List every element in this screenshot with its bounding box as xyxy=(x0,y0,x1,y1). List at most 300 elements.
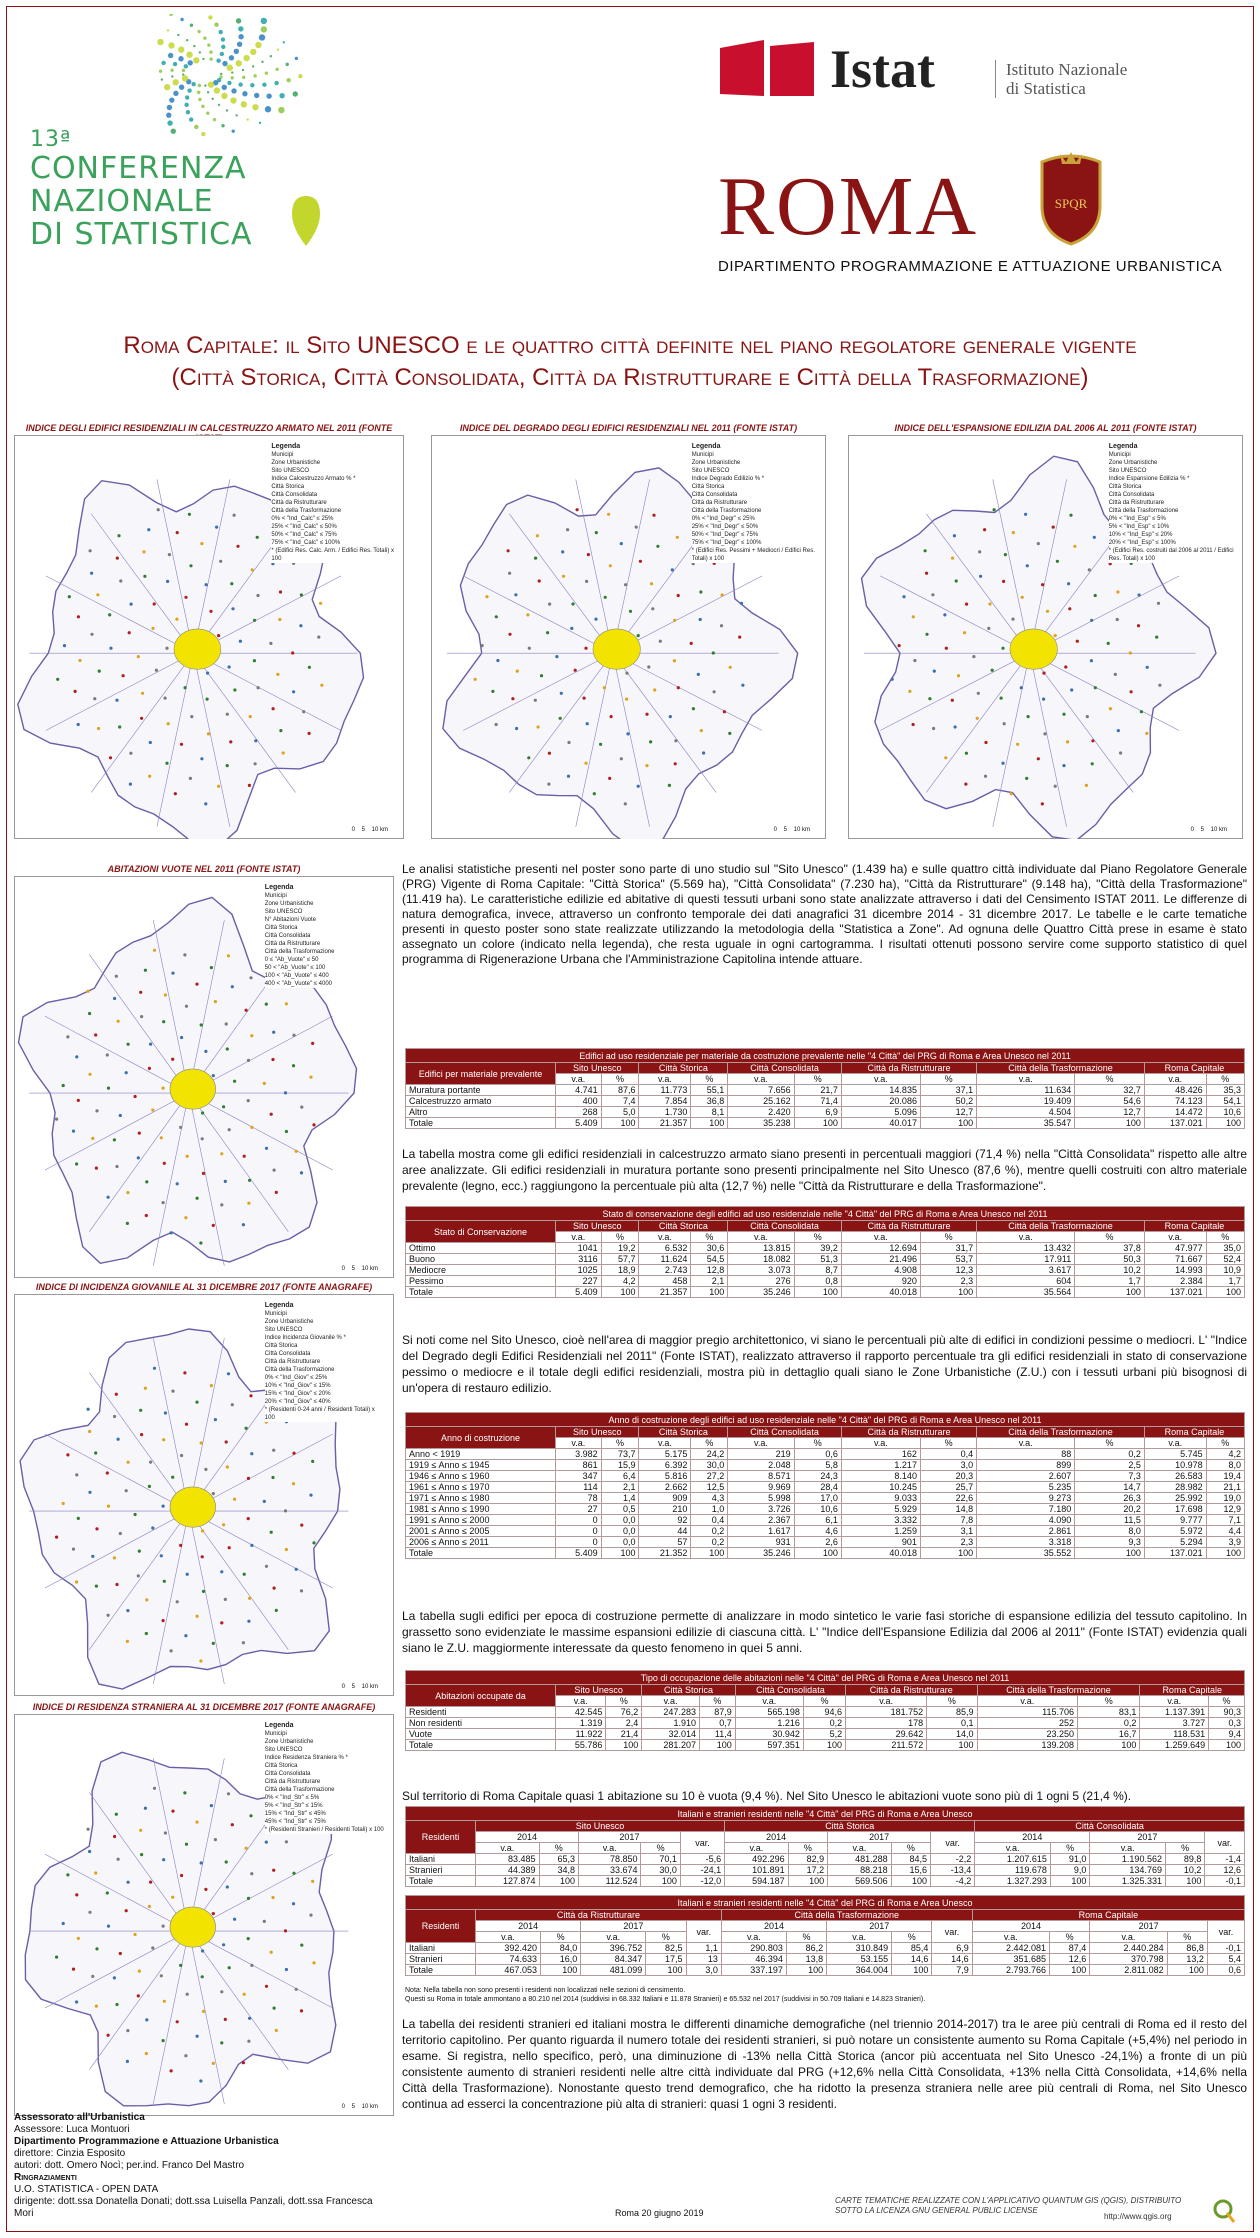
zone-marker xyxy=(115,2003,118,2006)
table-cell: 1.217 xyxy=(841,1460,920,1471)
zone-marker xyxy=(299,624,302,627)
year-header: 2017 xyxy=(827,1921,932,1932)
zone-marker xyxy=(250,1126,253,1129)
zone-marker xyxy=(222,1943,225,1946)
table-cell: 0,8 xyxy=(794,1276,841,1287)
va-header: v.a. xyxy=(841,1074,920,1085)
table-cell: 100 xyxy=(920,1548,976,1559)
table-cell: 54,5 xyxy=(691,1254,728,1265)
table-row xyxy=(406,1718,1245,1729)
table-cell: 11.634 xyxy=(977,1085,1075,1096)
zone-marker xyxy=(245,1009,248,1012)
table-cell: 1.216 xyxy=(735,1718,803,1729)
zone-marker xyxy=(931,593,934,596)
logo-dot xyxy=(186,39,188,41)
zone-marker xyxy=(162,1925,165,1928)
zone-marker xyxy=(559,717,562,720)
logo-dot xyxy=(179,84,184,89)
zone-marker xyxy=(528,647,531,650)
table-cell: 1,7 xyxy=(1206,1276,1244,1287)
zone-marker xyxy=(526,613,529,616)
zone-marker xyxy=(925,633,928,636)
zone-marker xyxy=(231,1403,234,1406)
zone-marker xyxy=(993,508,996,511)
zone-marker xyxy=(963,631,966,634)
va-header: v.a. xyxy=(728,1232,794,1243)
zone-marker xyxy=(595,531,598,534)
zone-marker xyxy=(599,743,602,746)
zone-marker xyxy=(148,1067,151,1070)
logo-dot xyxy=(208,15,212,19)
legend-item: Indice Espansione Edilizia % * xyxy=(1108,476,1190,482)
pct-header: % xyxy=(540,1932,580,1943)
zone-marker xyxy=(270,1531,273,1534)
legend-item: Municipi xyxy=(264,1731,287,1737)
logo-dot xyxy=(170,69,173,72)
table-cell: 2001 ≤ Anno ≤ 2005 xyxy=(406,1526,556,1537)
zone-marker xyxy=(170,1649,173,1652)
zone-marker xyxy=(145,1214,148,1217)
table-cell: 14,7 xyxy=(1075,1482,1145,1493)
table-cell: 35.552 xyxy=(977,1548,1075,1559)
table-cell: 11.773 xyxy=(639,1085,691,1096)
logo-dot xyxy=(261,26,267,32)
zone-marker xyxy=(137,1574,140,1577)
zone-marker xyxy=(179,1964,182,1967)
table-cell: 5.096 xyxy=(841,1107,920,1118)
logo-dot xyxy=(295,57,298,60)
table-cell: 4,2 xyxy=(601,1276,639,1287)
zone-marker xyxy=(153,1787,156,1790)
zone-marker xyxy=(115,1813,118,1816)
logo-dot xyxy=(226,109,228,111)
logo-dot xyxy=(279,93,284,98)
zone-marker xyxy=(256,536,259,539)
table-cell: 0,6 xyxy=(794,1449,841,1460)
zone-marker xyxy=(137,1156,140,1159)
table-cell: 100 xyxy=(699,1740,735,1751)
table-cell: 137.021 xyxy=(1144,1548,1206,1559)
zone-marker xyxy=(309,1494,312,1497)
zone-marker xyxy=(125,1071,128,1074)
area-header: Città Consolidata xyxy=(728,1063,842,1074)
table-cell: 2,5 xyxy=(1075,1460,1145,1471)
pct-header: % xyxy=(920,1074,976,1085)
table-cell: 35.547 xyxy=(977,1118,1075,1129)
table-cell: 8,7 xyxy=(794,1265,841,1276)
table-cell: 5.409 xyxy=(556,1287,602,1298)
logo-dot xyxy=(197,91,200,94)
table-cell: 8.571 xyxy=(728,1471,794,1482)
legend-item: Zone Urbanistiche xyxy=(691,460,741,466)
zone-marker xyxy=(233,1498,236,1501)
zone-marker xyxy=(249,1394,252,1397)
table-cell: 137.021 xyxy=(1144,1118,1206,1129)
zone-marker xyxy=(302,710,305,713)
table-cell: -24,1 xyxy=(680,1865,724,1876)
zone-marker xyxy=(236,545,239,548)
zone-marker xyxy=(126,1609,129,1612)
table-row xyxy=(406,1954,1245,1965)
legend-title: Legenda xyxy=(1108,443,1138,450)
table-cell: 2,1 xyxy=(601,1482,639,1493)
zone-marker xyxy=(312,1123,315,1126)
area-header: Città da Ristrutturare xyxy=(841,1221,976,1232)
zone-marker xyxy=(205,583,208,586)
table-cell: 12,5 xyxy=(691,1482,728,1493)
va-header: v.a. xyxy=(476,1932,541,1943)
zone-marker xyxy=(200,1023,203,1026)
zone-marker xyxy=(278,618,281,621)
zone-marker xyxy=(149,741,152,744)
zone-marker xyxy=(1146,666,1149,669)
zone-marker xyxy=(276,673,279,676)
zone-marker xyxy=(516,670,519,673)
zone-marker xyxy=(584,647,587,650)
zone-marker xyxy=(1003,722,1006,725)
zone-marker xyxy=(126,2029,129,2032)
zone-marker xyxy=(249,976,252,979)
logo-dot xyxy=(231,76,234,79)
table-cell: 5.175 xyxy=(639,1449,691,1460)
legend-item: * (Residenti 0-24 anni / Residenti Totali) x 100 xyxy=(264,1407,375,1421)
var-header: var. xyxy=(1205,1832,1245,1854)
zone-marker xyxy=(98,670,101,673)
zone-marker xyxy=(699,590,702,593)
table-cell: 9.777 xyxy=(1144,1515,1206,1526)
table-cell: 4,4 xyxy=(1206,1526,1244,1537)
shield-text: SPQR xyxy=(1054,196,1088,211)
zone-marker xyxy=(148,1905,151,1908)
table-cell: 1041 xyxy=(556,1243,602,1254)
table-cell: 1.190.562 xyxy=(1090,1854,1166,1865)
logo-dot xyxy=(188,60,193,65)
table-cell: 20,3 xyxy=(920,1471,976,1482)
zone-marker xyxy=(242,1641,245,1644)
zone-marker xyxy=(978,550,981,553)
legend-item: Città della Trasformazione xyxy=(264,1367,335,1373)
zone-marker xyxy=(160,1974,163,1977)
logo-dot xyxy=(172,79,178,85)
table-cell: 100 xyxy=(539,1876,578,1887)
zone-marker xyxy=(77,1099,80,1102)
table-cell: 55.786 xyxy=(556,1740,606,1751)
zone-marker xyxy=(945,647,948,650)
table-cell: 162 xyxy=(841,1449,920,1460)
zone-marker xyxy=(495,615,498,618)
logo-dot xyxy=(221,45,225,49)
zone-marker xyxy=(265,1565,268,1568)
zone-marker xyxy=(162,1858,165,1861)
table-cell: -13,4 xyxy=(931,1865,975,1876)
table-cell: Muratura portante xyxy=(406,1085,556,1096)
table-cell: 51,3 xyxy=(794,1254,841,1265)
zone-marker xyxy=(248,1597,251,1600)
table-cell: 21.357 xyxy=(639,1287,691,1298)
table-cell: 40.018 xyxy=(841,1287,920,1298)
zone-marker xyxy=(164,1831,167,1834)
table-cell: 37,8 xyxy=(1075,1243,1145,1254)
zone-marker xyxy=(113,1976,116,1979)
zone-marker xyxy=(292,1034,295,1037)
table-notes xyxy=(405,1986,1245,2004)
zone-marker xyxy=(107,1087,110,1090)
table-conservation-state xyxy=(405,1206,1245,1298)
table-cell: 4,2 xyxy=(1206,1449,1244,1460)
logo-dot xyxy=(167,105,172,110)
pct-header: % xyxy=(539,1843,578,1854)
zone-marker xyxy=(185,1005,188,1008)
zone-marker xyxy=(115,975,118,978)
group-header: Città della Trasformazione xyxy=(721,1910,972,1921)
zone-marker xyxy=(162,1438,165,1441)
zone-marker xyxy=(188,513,191,516)
table-cell: 3.332 xyxy=(841,1515,920,1526)
zone-marker xyxy=(204,1468,207,1471)
zone-marker xyxy=(113,1415,116,1418)
table-cell: 100 xyxy=(788,1876,827,1887)
table-row xyxy=(406,1243,1245,1254)
table-cell: 392.420 xyxy=(476,1943,541,1954)
table-cell: 127.874 xyxy=(476,1876,540,1887)
table-cell: 6,1 xyxy=(794,1515,841,1526)
legend-item: 50 < "Ab_Vuote" ≤ 100 xyxy=(264,965,326,971)
footer-line: Dipartimento Programmazione e Attuazione Urbanistica xyxy=(14,2136,279,2147)
table-cell: 100 xyxy=(1165,1876,1204,1887)
table-building-material xyxy=(405,1048,1245,1129)
zone-marker xyxy=(140,717,143,720)
zone-marker xyxy=(145,1598,148,1601)
zone-marker xyxy=(1001,762,1004,765)
table-cell: 84.347 xyxy=(581,1954,646,1965)
va-header: v.a. xyxy=(1140,1696,1209,1707)
zone-marker xyxy=(311,1880,314,1883)
table-cell: Pessimo xyxy=(406,1276,556,1287)
zone-marker xyxy=(649,740,652,743)
legend-title: Legenda xyxy=(264,1722,294,1729)
logo-dot xyxy=(238,34,243,39)
zone-marker xyxy=(538,579,541,582)
table-row xyxy=(406,1265,1245,1276)
legend-item: 5% < "Ind_Esp" ≤ 10% xyxy=(1108,524,1170,530)
zone-marker xyxy=(170,1231,173,1234)
table-cell: 396.752 xyxy=(581,1943,646,1954)
zone-marker xyxy=(68,595,71,598)
legend-item: Città della Trasformazione xyxy=(691,508,762,514)
unesco-site-area xyxy=(170,1487,216,1527)
table-cell: Stranieri xyxy=(406,1954,476,1965)
zone-marker xyxy=(87,1828,90,1831)
legend-title: Legenda xyxy=(271,443,301,450)
map-caption: ABITAZIONI VUOTE NEL 2011 (FONTE ISTAT) xyxy=(107,864,301,874)
zone-marker xyxy=(134,1095,137,1098)
table-row xyxy=(406,1504,1245,1515)
table-cell: 15,6 xyxy=(891,1865,930,1876)
va-header: v.a. xyxy=(578,1843,640,1854)
map-scale-bar: 0 5 10 km xyxy=(773,827,810,833)
zone-marker xyxy=(1037,542,1040,545)
zone-marker xyxy=(75,1580,78,1583)
text-dwelling-occupation: Sul territorio di Roma Capitale quasi 1 abitazione su 10 è vuota (9,4 %). Nel Sito Unesco le abitazioni vuote sono più di 1 ogni 5 (21,4 %). xyxy=(402,1789,1132,1803)
zone-marker xyxy=(243,1993,246,1996)
zone-marker xyxy=(195,983,198,986)
table-cell: 115.706 xyxy=(977,1707,1078,1718)
zone-marker xyxy=(1066,740,1069,743)
table-cell: 54,1 xyxy=(1206,1096,1244,1107)
table-cell: 35.564 xyxy=(977,1287,1075,1298)
table-row xyxy=(406,1548,1245,1559)
table-cell: 5,2 xyxy=(803,1729,845,1740)
pct-header: % xyxy=(601,1232,639,1243)
zone-marker xyxy=(652,514,655,517)
table-cell: 89,8 xyxy=(1165,1854,1204,1865)
row-header: Edifici per materiale prevalente xyxy=(406,1063,556,1085)
zone-marker xyxy=(674,739,677,742)
group-header: Città Storica xyxy=(725,1821,975,1832)
legend-item: Municipi xyxy=(271,452,294,458)
zone-marker xyxy=(222,1523,225,1526)
zone-marker xyxy=(263,1920,266,1923)
zone-marker xyxy=(265,1003,268,1006)
table-cell: 101.891 xyxy=(725,1865,789,1876)
legend-item: 400 < "Ab_Vuote" ≤ 4000 xyxy=(264,981,333,987)
pct-header: % xyxy=(794,1232,841,1243)
logo-dot xyxy=(161,61,165,65)
zone-marker xyxy=(263,1082,266,1085)
zone-marker xyxy=(254,762,257,765)
table-cell: 0 xyxy=(556,1537,602,1548)
table-cell: 0,4 xyxy=(920,1449,976,1460)
map-caption: INDICE DELL'ESPANSIONE EDILIZIA DAL 2006 AL 2011 (FONTE ISTAT) xyxy=(894,423,1197,433)
zone-marker xyxy=(265,1985,268,1988)
logo-dot xyxy=(262,83,266,87)
zone-marker xyxy=(171,972,174,975)
legend-item: Municipi xyxy=(264,1311,287,1317)
legend-item: 0% < "Ind_Giov" ≤ 25% xyxy=(264,1375,328,1381)
table-cell: 899 xyxy=(977,1460,1075,1471)
va-header: v.a. xyxy=(1090,1843,1166,1854)
table-cell: 87,4 xyxy=(1050,1943,1090,1954)
legend-item: Città da Ristrutturare xyxy=(1108,500,1165,506)
zone-marker xyxy=(991,669,994,672)
table-cell: 0,6 xyxy=(1207,1965,1244,1976)
map-scale-bar: 0 5 10 km xyxy=(341,2104,378,2110)
table-row xyxy=(406,1707,1245,1718)
table-cell: 5.294 xyxy=(1144,1537,1206,1548)
logo-dot xyxy=(298,74,302,78)
table-cell: 2.861 xyxy=(977,1526,1075,1537)
zone-marker xyxy=(250,1034,253,1037)
table-cell: 40.018 xyxy=(841,1548,920,1559)
zone-marker xyxy=(951,557,954,560)
zone-marker xyxy=(228,1546,231,1549)
unesco-site-area xyxy=(174,629,221,669)
table-cell: 11,4 xyxy=(699,1729,735,1740)
footer-line: Assessorato all'Urbanistica xyxy=(14,2112,145,2123)
area-header: Sito Unesco xyxy=(556,1063,639,1074)
zone-marker xyxy=(249,715,252,718)
zone-marker xyxy=(229,740,232,743)
table-cell: 3116 xyxy=(556,1254,602,1265)
table-cell: 100 xyxy=(606,1740,642,1751)
table-cell: 14.835 xyxy=(841,1085,920,1096)
zone-marker xyxy=(115,699,118,702)
logo-dot xyxy=(191,82,195,86)
table-cell: 100 xyxy=(803,1740,845,1751)
legend-item: Città Consolidata xyxy=(1108,492,1155,498)
table-cell: 597.351 xyxy=(735,1740,803,1751)
legend-item: 75% < "Ind_Calc" ≤ 100% xyxy=(271,540,341,546)
legend-item: Municipi xyxy=(691,452,714,458)
table-cell: 86,8 xyxy=(1167,1943,1207,1954)
area-header: Roma Capitale xyxy=(1144,1427,1244,1438)
table-cell: 16,0 xyxy=(540,1954,580,1965)
zone-marker xyxy=(624,802,627,805)
map-panel xyxy=(14,421,404,841)
legend-item: Indice Calcestruzzo Armato % * xyxy=(271,476,356,482)
zone-marker xyxy=(149,1881,152,1884)
va-header: v.a. xyxy=(1144,1074,1206,1085)
zone-marker xyxy=(144,1387,147,1390)
table-cell: 27 xyxy=(556,1504,602,1515)
table-cell: 181.752 xyxy=(846,1707,927,1718)
zone-marker xyxy=(119,1952,122,1955)
zone-marker xyxy=(540,674,543,677)
year-header: 2014 xyxy=(721,1921,826,1932)
table-caption: Edifici ad uso residenziale per materiale da costruzione prevalente nelle "4 Città" del PRG di Roma e Area Unesco nel 2011 xyxy=(406,1049,1245,1063)
zone-marker xyxy=(527,756,530,759)
zone-marker xyxy=(126,1191,129,1194)
zone-marker xyxy=(265,1841,268,1844)
zone-marker xyxy=(1137,624,1140,627)
table-cell: Calcestruzzo armato xyxy=(406,1096,556,1107)
table-cell: 8,0 xyxy=(1206,1460,1244,1471)
logo-dot xyxy=(243,55,249,61)
pct-header: % xyxy=(1075,1074,1145,1085)
zone-marker xyxy=(697,673,700,676)
table-cell: 4,6 xyxy=(794,1526,841,1537)
zone-marker xyxy=(629,610,632,613)
table-cell: 19,2 xyxy=(601,1243,639,1254)
zone-marker xyxy=(163,2000,166,2003)
zone-marker xyxy=(1130,690,1133,693)
legend-item: Sito UNESCO xyxy=(264,909,303,915)
zone-marker xyxy=(139,1829,142,1832)
table-cell: 55,1 xyxy=(691,1085,728,1096)
zone-marker xyxy=(151,1526,154,1529)
zone-marker xyxy=(285,1002,288,1005)
table-cell: 30,0 xyxy=(691,1460,728,1471)
table-cell: 211.572 xyxy=(846,1740,927,1751)
table-cell: 364.004 xyxy=(827,1965,892,1976)
zone-marker xyxy=(256,594,259,597)
zone-marker xyxy=(126,1640,129,1643)
logo-dot xyxy=(221,37,225,41)
table-cell: 71,4 xyxy=(794,1096,841,1107)
table-cell: 50,3 xyxy=(1075,1254,1145,1265)
zone-marker xyxy=(1129,651,1132,654)
zone-marker xyxy=(699,618,702,621)
zone-marker xyxy=(674,762,677,765)
footer-url[interactable]: http://www.qgis.org xyxy=(1104,2212,1172,2221)
legend-item: Zone Urbanistiche xyxy=(271,460,321,466)
table-cell: 100 xyxy=(1075,1287,1145,1298)
text-conservation-state: Si noti come nel Sito Unesco, cioè nell'area di maggior pregio architettonico, vi siano le percentuali più alte di edifici in condizioni pessime o mediocri. L' "Indice del Degrado degli Edifici Residenziali nel 2011" (Fonte ISTAT), realizzato attraverso il rapporto percentuale tra gli edifici residenziali in stato di conservazione pessimo o mediocre e il totale degli edifici residenziali, mostra più in dettaglio quali siano le Zone Urbanistiche (Z.U.) con i tessuti urbani più bisognosi di un'opera di restauro edilizio. xyxy=(402,1333,1247,1395)
zone-marker xyxy=(210,1384,213,1387)
zone-marker xyxy=(285,1968,288,1971)
zone-marker xyxy=(239,640,242,643)
zone-marker xyxy=(164,993,167,996)
